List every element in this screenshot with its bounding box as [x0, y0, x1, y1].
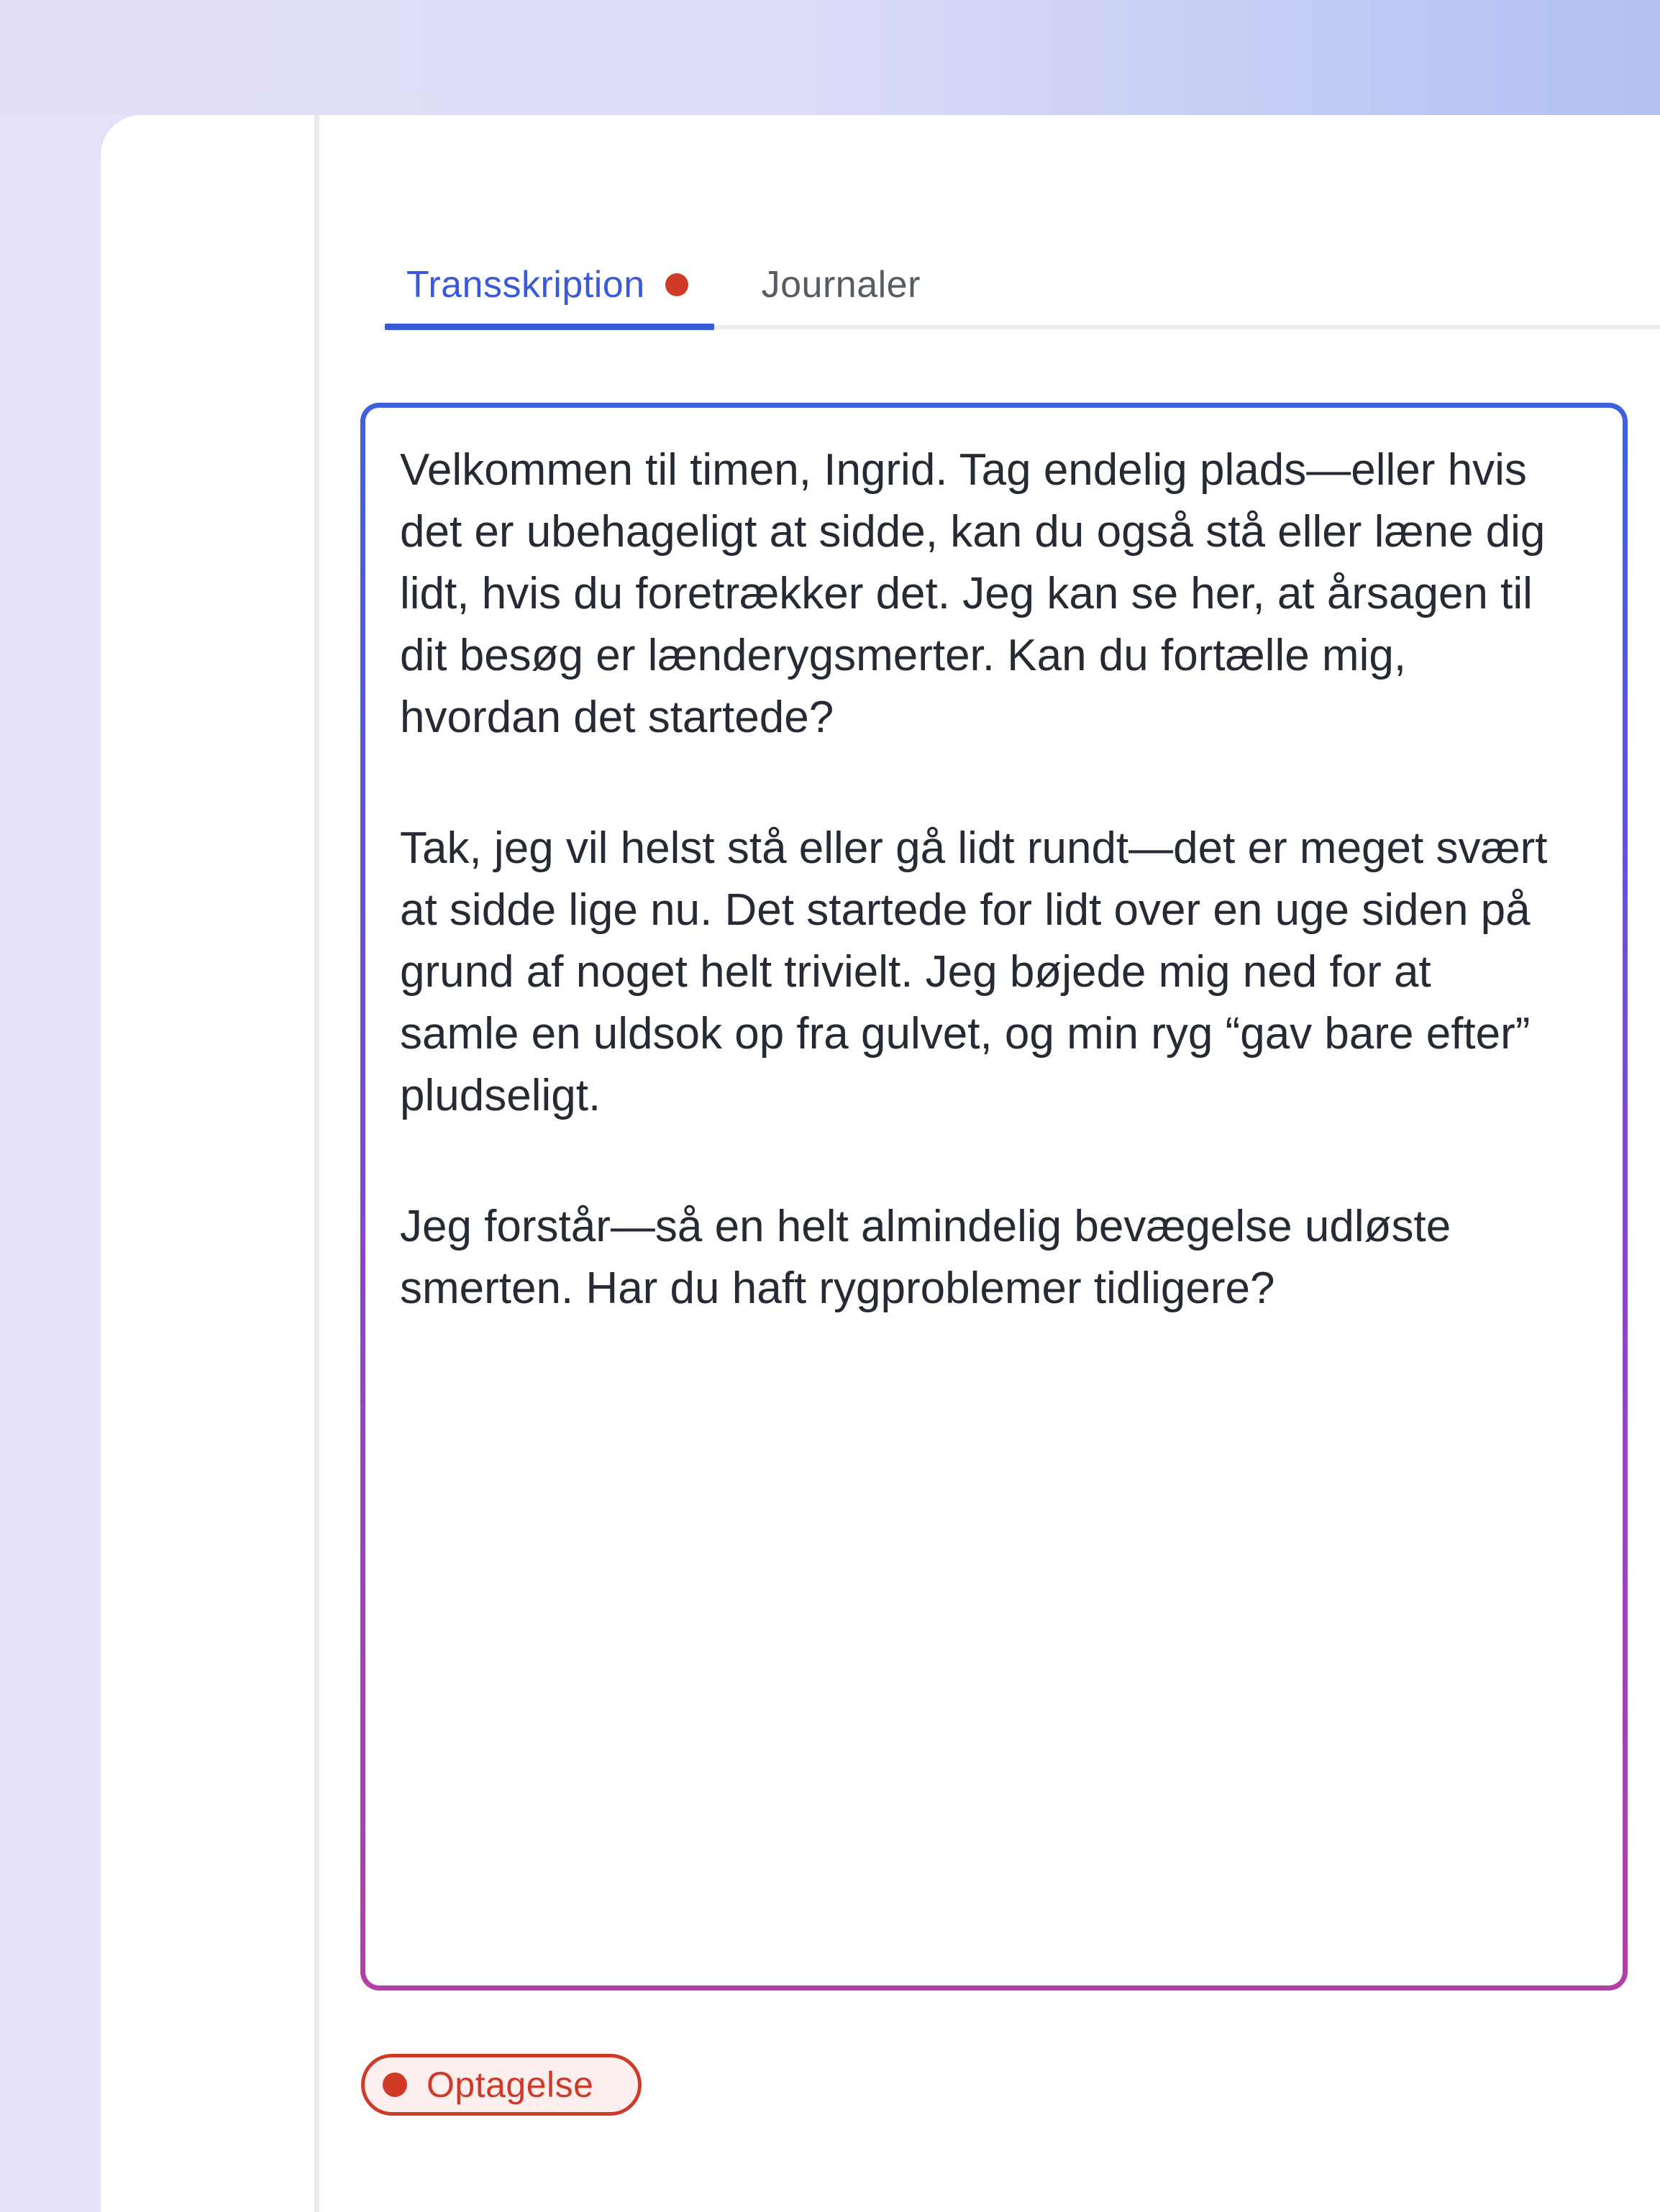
transcript-paragraph	[400, 818, 1588, 1127]
tab-transcription-label: Transskription	[406, 264, 645, 306]
transcript-line: Velkommen til timen, Ingrid. Tag endelig plads—eller hvis	[400, 445, 1527, 495]
recording-dot-icon	[383, 2072, 407, 2097]
tabs-row	[385, 244, 1660, 329]
transcript-line: samle en uldsok op fra gulvet, og min ryg “gav bare efter”	[400, 1009, 1531, 1059]
transcript-paragraph	[400, 439, 1588, 749]
top-gradient-band	[0, 0, 1660, 115]
tab-journals[interactable]	[740, 244, 942, 325]
tab-transcription[interactable]	[385, 244, 714, 325]
recording-status-chip[interactable]	[361, 2054, 642, 2116]
transcript-line: Jeg forstår—så en helt almindelig bevægelse udløste	[400, 1202, 1451, 1251]
sidebar-divider	[314, 115, 319, 2212]
tab-journals-label: Journaler	[761, 264, 921, 306]
transcript-line: grund af noget helt trivielt. Jeg bøjede mig ned for at	[400, 947, 1431, 997]
recording-dot-icon	[665, 273, 688, 296]
transcript-line: Tak, jeg vil helst stå eller gå lidt rundt—det er meget svært	[400, 823, 1548, 873]
transcript-line: lidt, hvis du foretrækker det. Jeg kan se her, at årsagen til	[400, 569, 1533, 618]
transcript-line: hvordan det startede?	[400, 693, 834, 742]
tab-bar	[385, 244, 1660, 329]
transcript-line: at sidde lige nu. Det startede for lidt over en uge siden på	[400, 885, 1531, 935]
active-tab-indicator	[385, 324, 714, 330]
transcript-paragraph	[400, 1196, 1588, 1320]
transcript-line: dit besøg er lænderygsmerter. Kan du fortælle mig,	[400, 631, 1407, 680]
transcript-line: det er ubehageligt at sidde, kan du også stå eller læne dig	[400, 507, 1546, 557]
recording-chip-label: Optagelse	[427, 2065, 594, 2105]
transcript-line: pludseligt.	[400, 1071, 601, 1120]
transcript-content	[365, 408, 1623, 1985]
transcript-panel	[360, 403, 1628, 1991]
transcript-line: smerten. Har du haft rygproblemer tidligere?	[400, 1263, 1275, 1313]
